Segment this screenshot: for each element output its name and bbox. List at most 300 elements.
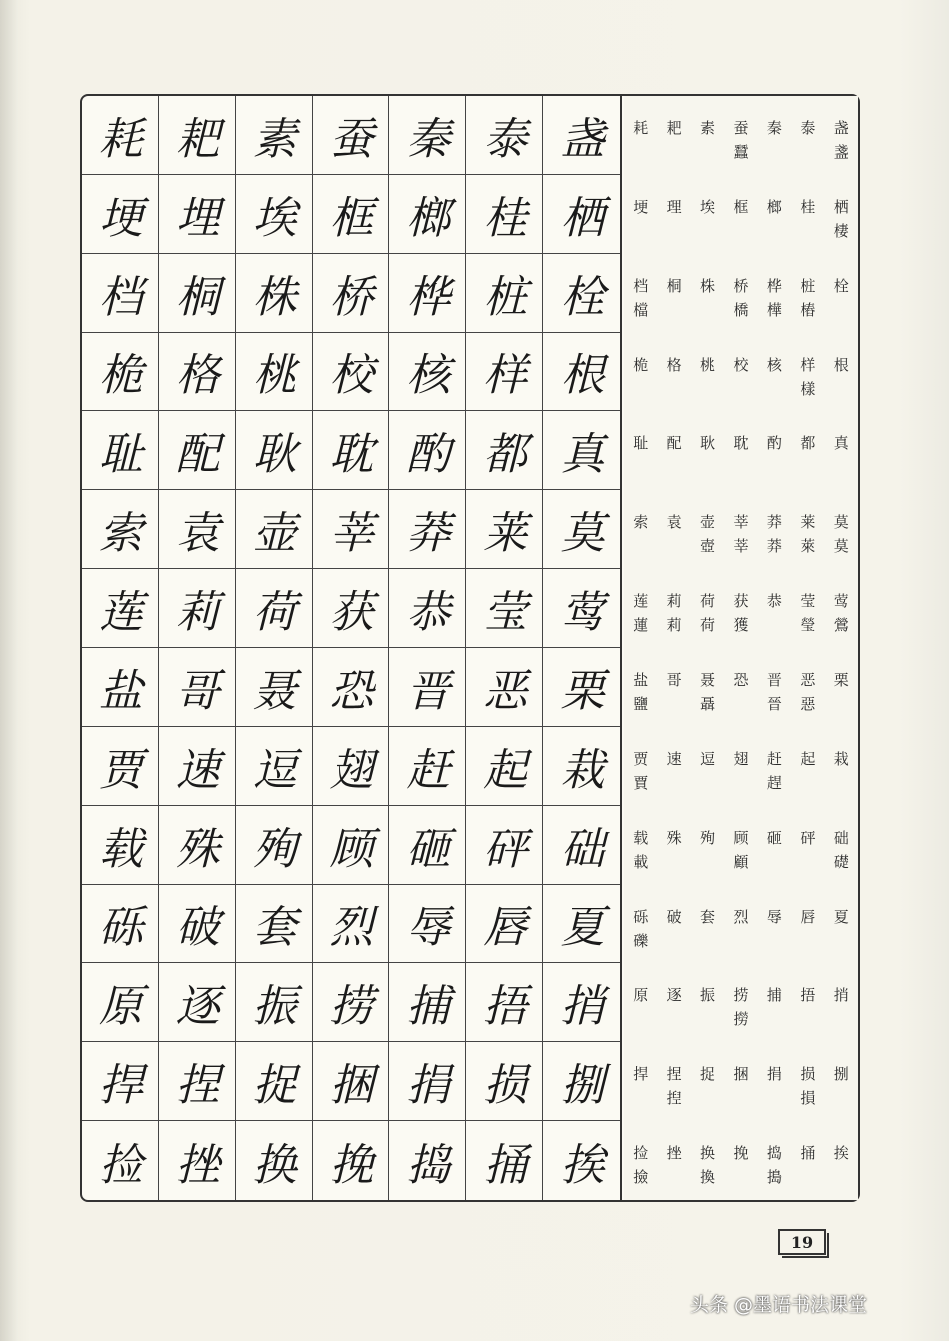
calligraphy-cell: 砸 xyxy=(389,806,466,885)
calligraphy-cell: 恐 xyxy=(313,648,390,727)
calligraphy-cell: 挨 xyxy=(560,1139,603,1191)
calligraphy-cell: 桂 xyxy=(466,175,543,254)
reference-cell xyxy=(724,96,757,175)
simplified-char: 配 xyxy=(666,434,682,453)
reference-cell xyxy=(758,569,791,648)
traditional-char: 鹽 xyxy=(633,694,649,713)
reference-cell xyxy=(657,1042,690,1121)
reference-cell xyxy=(791,1042,824,1121)
simplified-char: 榔 xyxy=(766,197,782,216)
simplified-char: 恶 xyxy=(800,670,816,689)
reference-cell xyxy=(758,254,791,333)
reference-cell xyxy=(791,254,824,333)
traditional-char: 損 xyxy=(800,1089,816,1108)
watermark: 头条 @墨语书法课堂 xyxy=(690,1294,868,1316)
calligraphy-cell: 辱 xyxy=(389,885,466,964)
reference-cell xyxy=(758,648,791,727)
reference-cell xyxy=(758,885,791,964)
simplified-char: 捞 xyxy=(733,986,749,1005)
simplified-char: 础 xyxy=(833,828,849,847)
simplified-char: 载 xyxy=(633,828,649,847)
reference-cell xyxy=(657,569,690,648)
reference-cell xyxy=(724,254,757,333)
reference-cell xyxy=(724,1121,757,1200)
simplified-char: 桐 xyxy=(666,276,682,295)
calligraphy-cell: 逗 xyxy=(236,727,313,806)
simplified-char: 捎 xyxy=(833,986,849,1005)
reference-cell xyxy=(724,806,757,885)
calligraphy-cell: 样 xyxy=(466,333,543,412)
reference-cell xyxy=(724,411,757,490)
reference-cell xyxy=(691,411,724,490)
calligraphy-cell: 捞 xyxy=(313,963,390,1042)
simplified-char: 原 xyxy=(633,986,649,1005)
simplified-char: 根 xyxy=(833,355,849,374)
reference-cell xyxy=(825,963,858,1042)
simplified-char: 耙 xyxy=(666,119,682,137)
calligraphy-cell: 桥 xyxy=(313,254,390,333)
calligraphy-cell: 恭 xyxy=(389,569,466,648)
simplified-char: 莘 xyxy=(733,513,749,532)
reference-cell xyxy=(791,96,824,175)
traditional-char: 莫 xyxy=(833,537,849,556)
calligraphy-cell: 砰 xyxy=(466,806,543,885)
simplified-char: 起 xyxy=(800,749,816,768)
calligraphy-cell: 格 xyxy=(159,333,236,412)
simplified-char: 殊 xyxy=(666,828,682,847)
calligraphy-cell: 壶 xyxy=(236,490,313,569)
simplified-char: 捅 xyxy=(800,1144,816,1163)
simplified-char: 壶 xyxy=(700,513,716,532)
calligraphy-cell: 耿 xyxy=(236,411,313,490)
traditional-char: 棲 xyxy=(833,221,849,240)
reference-cell xyxy=(657,806,690,885)
reference-cell xyxy=(691,963,724,1042)
simplified-char: 挽 xyxy=(733,1144,749,1163)
simplified-char: 捕 xyxy=(766,986,782,1005)
calligraphy-cell: 配 xyxy=(159,411,236,490)
simplified-char: 捂 xyxy=(800,986,816,1005)
reference-cell xyxy=(691,1042,724,1121)
traditional-char: 蓮 xyxy=(633,616,649,635)
calligraphy-cell: 晋 xyxy=(389,648,466,727)
calligraphy-cell: 莱 xyxy=(466,490,543,569)
reference-cell xyxy=(624,490,657,569)
calligraphy-cell: 索 xyxy=(82,490,159,569)
calligraphy-cell: 挽 xyxy=(313,1121,390,1200)
reference-cell xyxy=(624,1121,657,1200)
calligraphy-cell: 速 xyxy=(159,727,236,806)
reference-cell xyxy=(724,727,757,806)
reference-cell xyxy=(657,963,690,1042)
simplified-char: 株 xyxy=(700,276,716,295)
calligraphy-cell: 栽 xyxy=(543,727,620,806)
reference-cell xyxy=(691,885,724,964)
traditional-char: 莘 xyxy=(733,537,749,556)
traditional-char: 荷 xyxy=(700,616,716,635)
calligraphy-cell: 莽 xyxy=(389,490,466,569)
practice-frame xyxy=(80,94,860,1202)
calligraphy-cell: 校 xyxy=(313,333,390,412)
reference-cell xyxy=(691,490,724,569)
reference-cell xyxy=(825,96,858,175)
reference-cell xyxy=(691,1121,724,1200)
reference-cell xyxy=(791,175,824,254)
calligraphy-cell: 莘 xyxy=(313,490,390,569)
calligraphy-cell: 莹 xyxy=(466,569,543,648)
simplified-char: 破 xyxy=(666,907,682,926)
reference-cell xyxy=(691,175,724,254)
simplified-char: 逐 xyxy=(666,986,682,1005)
calligraphy-cell: 翅 xyxy=(313,727,390,806)
simplified-char: 荷 xyxy=(700,592,716,611)
calligraphy-cell: 核 xyxy=(389,333,466,412)
reference-cell xyxy=(624,648,657,727)
reference-table xyxy=(624,96,858,1200)
simplified-char: 挫 xyxy=(666,1144,682,1163)
calligraphy-cell: 莉 xyxy=(159,569,236,648)
calligraphy-cell: 套 xyxy=(236,885,313,964)
simplified-char: 速 xyxy=(666,749,682,768)
reference-cell xyxy=(691,333,724,412)
calligraphy-cell: 捡 xyxy=(82,1121,159,1200)
reference-cell xyxy=(657,411,690,490)
calligraphy-cell: 获 xyxy=(313,569,390,648)
calligraphy-cell: 荷 xyxy=(236,569,313,648)
simplified-char: 盏 xyxy=(833,119,849,137)
simplified-char: 袁 xyxy=(666,513,682,532)
traditional-char: 晉 xyxy=(766,694,782,713)
reference-cell xyxy=(657,96,690,175)
reference-cell xyxy=(624,1042,657,1121)
reference-cell xyxy=(791,569,824,648)
traditional-char: 撿 xyxy=(633,1168,649,1187)
calligraphy-cell: 泰 xyxy=(466,96,543,175)
calligraphy-cell: 株 xyxy=(236,254,313,333)
calligraphy-cell: 哥 xyxy=(159,648,236,727)
traditional-char: 賈 xyxy=(633,773,649,792)
simplified-char: 砸 xyxy=(766,828,782,847)
simplified-char: 格 xyxy=(666,355,682,374)
simplified-char: 捐 xyxy=(766,1065,782,1084)
reference-cell xyxy=(825,333,858,412)
reference-cell xyxy=(791,885,824,964)
calligraphy-cell: 捏 xyxy=(159,1042,236,1121)
reference-cell xyxy=(791,490,824,569)
calligraphy-cell: 捐 xyxy=(389,1042,466,1121)
calligraphy-cell: 载 xyxy=(82,806,159,885)
simplified-char: 换 xyxy=(700,1144,716,1163)
reference-cell xyxy=(624,411,657,490)
simplified-char: 夏 xyxy=(833,907,849,926)
reference-cell xyxy=(758,411,791,490)
reference-cell xyxy=(724,648,757,727)
calligraphy-cell: 盐 xyxy=(82,648,159,727)
reference-cell xyxy=(657,333,690,412)
calligraphy-cell: 根 xyxy=(543,333,620,412)
reference-cell xyxy=(825,648,858,727)
reference-cell xyxy=(657,727,690,806)
calligraphy-cell: 酌 xyxy=(389,411,466,490)
simplified-char: 都 xyxy=(800,434,816,453)
reference-cell xyxy=(657,648,690,727)
reference-cell xyxy=(624,806,657,885)
calligraphy-cell: 起 xyxy=(466,727,543,806)
reference-cell xyxy=(691,648,724,727)
reference-cell xyxy=(791,963,824,1042)
reference-cell xyxy=(724,333,757,412)
reference-cell xyxy=(624,333,657,412)
traditional-char: 莉 xyxy=(666,616,682,635)
calligraphy-cell: 捅 xyxy=(466,1121,543,1200)
simplified-char: 顾 xyxy=(733,828,749,847)
traditional-char: 礫 xyxy=(633,931,649,950)
reference-cell xyxy=(791,411,824,490)
calligraphy-cell: 夏 xyxy=(543,885,620,964)
traditional-char: 樣 xyxy=(800,379,816,398)
calligraphy-cell: 耗 xyxy=(82,96,159,175)
simplified-char: 聂 xyxy=(700,670,716,689)
reference-cell xyxy=(657,490,690,569)
simplified-char: 耿 xyxy=(700,434,716,453)
simplified-char: 莺 xyxy=(833,592,849,611)
simplified-char: 栗 xyxy=(833,670,849,689)
calligraphy-cell: 袁 xyxy=(159,490,236,569)
simplified-char: 栽 xyxy=(833,749,849,768)
simplified-char: 莱 xyxy=(800,513,816,532)
traditional-char: 換 xyxy=(700,1168,716,1187)
reference-cell xyxy=(691,254,724,333)
calligraphy-cell: 原 xyxy=(82,963,159,1042)
simplified-char: 盐 xyxy=(633,670,649,689)
simplified-char: 蚕 xyxy=(733,119,749,137)
calligraphy-cell: 振 xyxy=(236,963,313,1042)
simplified-char: 挨 xyxy=(833,1144,849,1163)
reference-cell xyxy=(624,963,657,1042)
traditional-char: 礎 xyxy=(833,852,849,871)
simplified-char: 恐 xyxy=(733,670,749,689)
calligraphy-cell: 莲 xyxy=(82,569,159,648)
simplified-char: 档 xyxy=(633,276,649,295)
reference-cell xyxy=(624,96,657,175)
calligraphy-cell: 砾 xyxy=(82,885,159,964)
calligraphy-cell: 烈 xyxy=(313,885,390,964)
reference-cell xyxy=(758,963,791,1042)
calligraphy-cell: 素 xyxy=(236,96,313,175)
traditional-char: 蠶 xyxy=(733,143,749,161)
simplified-char: 莲 xyxy=(633,592,649,611)
simplified-char: 捡 xyxy=(633,1144,649,1163)
calligraphy-cell: 殊 xyxy=(159,806,236,885)
calligraphy-cell: 捍 xyxy=(82,1042,159,1121)
simplified-char: 真 xyxy=(833,434,849,453)
simplified-char: 理 xyxy=(666,197,682,216)
calligraphy-cell: 捆 xyxy=(313,1042,390,1121)
simplified-char: 恭 xyxy=(766,592,782,611)
reference-cell xyxy=(624,885,657,964)
reference-cell xyxy=(691,727,724,806)
simplified-char: 辱 xyxy=(766,907,782,926)
calligraphy-cell: 耙 xyxy=(159,96,236,175)
reference-cell xyxy=(758,490,791,569)
traditional-char: 萊 xyxy=(800,537,816,556)
simplified-char: 栓 xyxy=(833,276,849,295)
calligraphy-cell: 栗 xyxy=(543,648,620,727)
reference-cell xyxy=(657,175,690,254)
page-number: 19 xyxy=(778,1229,826,1255)
calligraphy-cell: 埂 xyxy=(82,175,159,254)
simplified-char: 酌 xyxy=(766,434,782,453)
calligraphy-cell: 真 xyxy=(543,411,620,490)
reference-cell xyxy=(825,569,858,648)
reference-cell xyxy=(724,1042,757,1121)
calligraphy-cell: 框 xyxy=(313,175,390,254)
simplified-char: 捉 xyxy=(700,1065,716,1084)
reference-cell xyxy=(624,254,657,333)
calligraphy-cell: 捉 xyxy=(236,1042,313,1121)
reference-cell xyxy=(657,885,690,964)
traditional-char: 瑩 xyxy=(800,616,816,635)
reference-cell xyxy=(724,175,757,254)
reference-cell xyxy=(691,806,724,885)
calligraphy-cell: 耻 xyxy=(82,411,159,490)
calligraphy-cell: 赶 xyxy=(389,727,466,806)
simplified-char: 获 xyxy=(733,592,749,611)
simplified-char: 桃 xyxy=(700,355,716,374)
reference-cell xyxy=(825,727,858,806)
calligraphy-cell: 换 xyxy=(236,1121,313,1200)
simplified-char: 莽 xyxy=(766,513,782,532)
reference-cell xyxy=(758,175,791,254)
calligraphy-cell: 秦 xyxy=(389,96,466,175)
simplified-char: 莫 xyxy=(833,513,849,532)
calligraphy-cell: 贾 xyxy=(82,727,159,806)
calligraphy-cell: 捕 xyxy=(389,963,466,1042)
reference-cell xyxy=(758,96,791,175)
practice-grid xyxy=(82,96,622,1200)
calligraphy-cell: 蚕 xyxy=(313,96,390,175)
reference-cell xyxy=(825,885,858,964)
simplified-char: 校 xyxy=(733,355,749,374)
reference-cell xyxy=(825,1042,858,1121)
reference-cell xyxy=(691,569,724,648)
reference-cell xyxy=(624,569,657,648)
simplified-char: 样 xyxy=(800,355,816,374)
reference-cell xyxy=(624,727,657,806)
simplified-char: 桩 xyxy=(800,276,816,295)
reference-cell xyxy=(758,1042,791,1121)
traditional-char: 搗 xyxy=(766,1168,782,1187)
calligraphy-cell: 破 xyxy=(159,885,236,964)
simplified-char: 晋 xyxy=(766,670,782,689)
traditional-char: 莽 xyxy=(766,537,782,556)
simplified-char: 埃 xyxy=(700,197,716,216)
simplified-char: 莉 xyxy=(666,592,682,611)
calligraphy-cell: 唇 xyxy=(466,885,543,964)
calligraphy-cell: 础 xyxy=(543,806,620,885)
reference-cell xyxy=(758,1121,791,1200)
reference-cell xyxy=(825,806,858,885)
reference-cell xyxy=(758,333,791,412)
reference-cell xyxy=(758,727,791,806)
traditional-char: 惡 xyxy=(800,694,816,713)
simplified-char: 核 xyxy=(766,355,782,374)
simplified-char: 套 xyxy=(700,907,716,926)
simplified-char: 莹 xyxy=(800,592,816,611)
calligraphy-cell: 桐 xyxy=(159,254,236,333)
calligraphy-cell: 恶 xyxy=(466,648,543,727)
reference-cell xyxy=(657,254,690,333)
reference-cell xyxy=(825,490,858,569)
simplified-char: 贾 xyxy=(633,749,649,768)
simplified-char: 捍 xyxy=(633,1065,649,1084)
calligraphy-cell: 逐 xyxy=(159,963,236,1042)
calligraphy-cell: 桦 xyxy=(389,254,466,333)
reference-cell xyxy=(791,727,824,806)
reference-cell xyxy=(724,963,757,1042)
reference-cell xyxy=(624,175,657,254)
simplified-char: 索 xyxy=(633,513,649,532)
calligraphy-cell: 栖 xyxy=(543,175,620,254)
reference-cell xyxy=(724,885,757,964)
simplified-char: 逗 xyxy=(700,749,716,768)
reference-cell xyxy=(791,333,824,412)
book-spine-shadow xyxy=(0,0,18,1341)
simplified-char: 砾 xyxy=(633,907,649,926)
simplified-char: 桂 xyxy=(800,197,816,216)
simplified-char: 捏 xyxy=(666,1065,682,1084)
simplified-char: 唇 xyxy=(800,907,816,926)
calligraphy-cell: 莺 xyxy=(543,569,620,648)
calligraphy-cell: 捌 xyxy=(543,1042,620,1121)
simplified-char: 捣 xyxy=(766,1144,782,1163)
simplified-char: 桅 xyxy=(633,355,649,374)
reference-cell xyxy=(791,648,824,727)
calligraphy-cell: 盏 xyxy=(543,96,620,175)
simplified-char: 素 xyxy=(700,119,716,137)
reference-cell xyxy=(825,1121,858,1200)
simplified-char: 耗 xyxy=(633,119,649,137)
traditional-char: 揑 xyxy=(666,1089,682,1108)
calligraphy-cell: 榔 xyxy=(389,175,466,254)
reference-cell xyxy=(657,1121,690,1200)
calligraphy-cell: 聂 xyxy=(236,648,313,727)
calligraphy-cell: 栓 xyxy=(543,254,620,333)
reference-cell xyxy=(825,175,858,254)
calligraphy-cell: 埃 xyxy=(236,175,313,254)
traditional-char: 獲 xyxy=(733,616,749,635)
calligraphy-cell: 顾 xyxy=(313,806,390,885)
traditional-char: 聶 xyxy=(700,694,716,713)
simplified-char: 栖 xyxy=(833,197,849,216)
calligraphy-cell: 殉 xyxy=(236,806,313,885)
traditional-char: 趕 xyxy=(766,773,782,792)
traditional-char: 盞 xyxy=(833,143,849,161)
traditional-char: 鶯 xyxy=(833,616,849,635)
reference-cell xyxy=(758,806,791,885)
simplified-char: 振 xyxy=(700,986,716,1005)
traditional-char: 撈 xyxy=(733,1010,749,1029)
traditional-char: 樁 xyxy=(800,300,816,319)
simplified-char: 框 xyxy=(733,197,749,216)
simplified-char: 损 xyxy=(800,1065,816,1084)
reference-cell xyxy=(791,806,824,885)
simplified-char: 殉 xyxy=(700,828,716,847)
traditional-char: 壺 xyxy=(700,537,716,556)
simplified-char: 秦 xyxy=(766,119,782,137)
simplified-char: 哥 xyxy=(666,670,682,689)
reference-cell xyxy=(791,1121,824,1200)
